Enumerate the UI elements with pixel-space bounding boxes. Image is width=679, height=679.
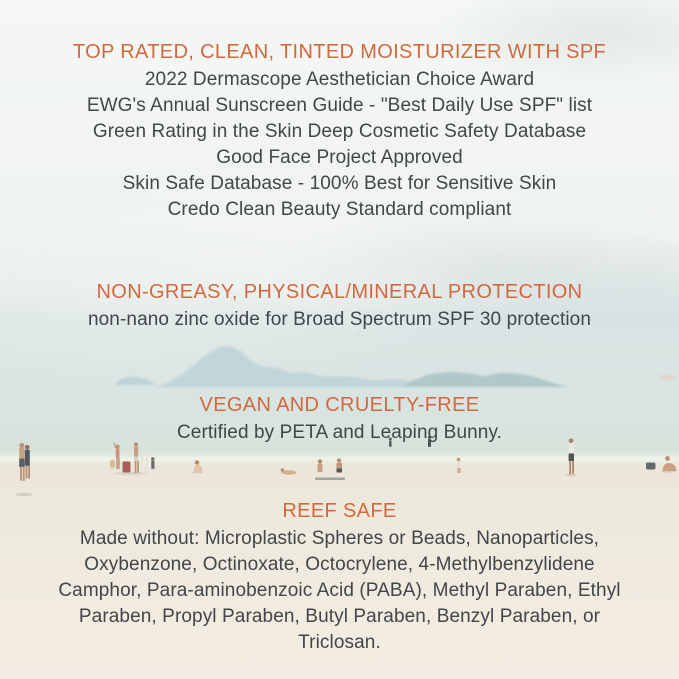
reef-safe-ingredient-list [0,526,679,656]
island-silhouette [0,328,679,392]
ingredient-line: Camphor, Para-aminobenzoic Acid (PABA), Methyl Paraben, Ethyl [58,580,621,601]
ingredient-line: Paraben, Propyl Paraben, Butyl Paraben, Benzyl Paraben, or [78,606,601,627]
award-line: 2022 Dermascope Aesthetician Choice Award [144,69,535,90]
ingredient-line: Made without: Microplastic Spheres or Beads, Nanoparticles, [79,528,600,549]
section-non-greasy [0,280,679,333]
top-rated-heading: TOP RATED, CLEAN, TINTED MOISTURIZER WITH SPF [72,41,607,63]
section-vegan [0,393,679,446]
top-rated-award-list [0,67,679,223]
award-line: Green Rating in the Skin Deep Cosmetic Safety Database [92,121,587,142]
award-line: Good Face Project Approved [216,147,463,168]
award-line: Skin Safe Database - 100% Best for Sensitive Skin [122,173,557,194]
section-reef-safe [0,499,679,656]
reef-safe-heading: REEF SAFE [282,500,397,522]
vegan-heading: VEGAN AND CRUELTY-FREE [199,394,480,416]
section-top-rated [0,40,679,223]
vegan-description: Certified by PETA and Leaping Bunny. [176,422,503,443]
award-line: EWG's Annual Sunscreen Guide - "Best Daily Use SPF" list [86,95,593,116]
non-greasy-heading: NON-GREASY, PHYSICAL/MINERAL PROTECTION [96,281,583,303]
non-greasy-description: non-nano zinc oxide for Broad Spectrum SPF 30 protection [87,309,592,330]
award-line: Credo Clean Beauty Standard compliant [167,199,512,220]
ingredient-line: Oxybenzone, Octinoxate, Octocrylene, 4-Methylbenzylidene [84,554,595,575]
ingredient-line: Triclosan. [298,632,381,653]
